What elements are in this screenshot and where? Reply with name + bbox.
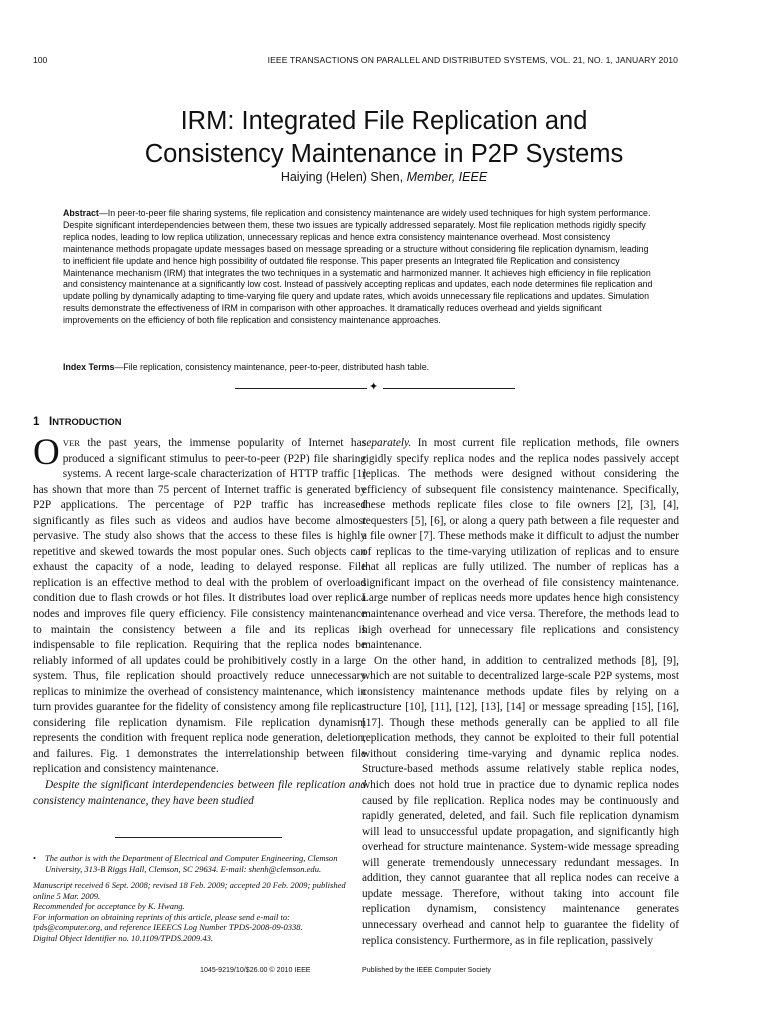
abstract-text: —In peer-to-peer file sharing systems, file replication and consistency maintenance are widely used techniques for high system performance. Despite significant interdependencies between them, these two issues are typically addressed separately. Most file replication methods rigidly specify replica nodes, leading to low replica utilization, unnecessary replicas and hence extra consistency maintenance overhead. Most consistency maintenance methods propagate update messages based on message spreading or a structure without considering file replication dynamism, leading to inefficient file update and hence high possibility of outdated file response. This paper presents an Integrated file Replication and consistency Maintenance mechanism (IRM) that integrates the two techniques in a systematic and harmonized manner. It achieves high efficiency in file replication and consistency maintenance at a significantly low cost. Instead of passively accepting replicas and updates, each node determines file replication and update polling by dynamically adapting to time-varying file query and update rates, which avoids unnecessary file replications and updates. Simulation results demonstrate the effectiveness of IRM in comparison with other approaches. It dramatically reduces overhead and yields significant improvements on the efficiency of both file replication and consistency maintenance approaches. bbox=[63, 208, 653, 326]
title-line-2: Consistency Maintenance in P2P Systems bbox=[144, 140, 624, 169]
footnote-rule bbox=[115, 837, 282, 838]
body-paragraph bbox=[33, 432, 366, 778]
author-membership: Member, IEEE bbox=[406, 170, 488, 184]
body-column-right bbox=[362, 436, 679, 949]
body-paragraph-italic: Despite the significant interdependencies between file replication and consistency maintenance, they have been studied bbox=[33, 779, 366, 807]
section-number: 1 bbox=[33, 416, 40, 428]
footnotes bbox=[33, 853, 353, 943]
index-terms-label: Index Terms bbox=[63, 362, 115, 372]
index-terms bbox=[63, 361, 653, 373]
author-line bbox=[0, 170, 768, 184]
index-terms-text: —File replication, consistency maintenance, peer-to-peer, distributed hash table. bbox=[114, 362, 430, 372]
section-initial: I bbox=[49, 416, 53, 428]
author-name: Haiying (Helen) Shen, bbox=[280, 170, 407, 184]
body-column-left bbox=[33, 432, 366, 809]
footnote-author: • The author is with the Department of Electrical and Computer Engineering, Clemson University, 313-B Riggs Hall, Clemson, SC 29634. E-mail: shenh@clemson.edu. bbox=[33, 853, 353, 874]
footnote-recommended: Recommended for acceptance by K. Hwang. bbox=[33, 901, 185, 911]
journal-header: IEEE TRANSACTIONS ON PARALLEL AND DISTRIBUTED SYSTEMS, VOL. 21, NO. 1, JANUARY 2010 bbox=[267, 55, 678, 65]
paragraph-text: the past years, the immense popularity of Internet has produced a significant stimulus to peer-to-peer (P2P) file sharing systems. A recent large-scale characterization of HTTP traffic [1] has shown that more than 75 percent of Internet traffic is generated by P2P applications. The percentage of P2P traffic has increased significantly as files such as videos and audios have become almost pervasive. The study also shows that the access to these files is highly repetitive and skewed towards the most popular ones. Such objects can exhaust the capacity of a node, leading to delayed response. File replication is an effective method to deal with the problem of overload condition due to flash crowds or hot files. It distributes load over replica nodes and improves file query efficiency. File consistency maintenance to maintain the consistency between a file and its replicas is indispensable to file replication. Requiring that the replica nodes be reliably informed of all updates could be prohibitively costly in a large system. Thus, file replication should proactively reduce unnecessary replicas to minimize the overhead of consistency maintenance, which in turn provides guarantee for the fidelity of consistency among file replicas considering file replication dynamism. File replication dynamism represents the condition with frequent replica node generation, deletion, and failures. Fig. 1 demonstrates the interrelationship between file replication and consistency maintenance. bbox=[33, 437, 366, 776]
italic-lead: separately. bbox=[362, 437, 412, 449]
drop-cap-rest: VER bbox=[62, 438, 80, 448]
divider-rule-right bbox=[383, 388, 515, 389]
footer-copyright: 1045-9219/10/$26.00 © 2010 IEEE bbox=[200, 966, 311, 974]
divider-rule-left bbox=[235, 388, 367, 389]
drop-cap: O bbox=[33, 432, 60, 473]
paper-title bbox=[30, 105, 738, 171]
body-paragraph: On the other hand, in addition to centralized methods [8], [9], which are not suitable to decentralized large-scale P2P systems, most consistency maintenance methods update files by relying on a structure [10], [11], [12], [13], [14] or message spreading [15], [16], [17]. Though these methods generally can be applied to all file replication methods, they cannot be exploited to their full potential without considering time-varying and dynamic replica nodes. Structure-based methods assume relatively stable replica nodes, which does not hold true in practice due to dynamic replica nodes caused by file replication. Replica nodes may be continuously and rapidly generated, deleted, and fail. Such file replication dynamism will lead to unsuccessful update propagation, and significantly high overhead for structure maintenance. System-wide message spreading will generate tremendously unnecessary redundant messages. In addition, they cannot guarantee that all replica nodes can receive a update message. Therefore, without taking into account file replication dynamism, consistency maintenance generates unnecessary overhead and cannot help to guarantee the fidelity of replica consistency. Furthermore, as in file replication, passively bbox=[362, 654, 679, 947]
footnote-manuscript: Manuscript received 6 Sept. 2008; revised 18 Feb. 2009; accepted 20 Feb. 2009; published online 5 Mar. 2009. bbox=[33, 880, 346, 901]
abstract bbox=[63, 208, 653, 327]
divider-diamond-icon: ✦ bbox=[369, 381, 379, 393]
section-title-rest: NTRODUCTION bbox=[52, 416, 122, 427]
body-paragraph bbox=[362, 436, 679, 654]
footnote-reprints: For information on obtaining reprints of this article, please send e-mail to: tpds@computer.org, and reference IEEECS Log Number TPDS-2008-09-0338. bbox=[33, 911, 303, 932]
section-heading bbox=[33, 416, 121, 428]
title-line-1: IRM: Integrated File Replication and bbox=[180, 107, 588, 136]
paragraph-text: In most current file replication methods, file owners rigidly specify replica nodes and the replica nodes passively accept replicas. The methods were designed without considering the efficiency of subsequent file consistency maintenance. Specifically, these methods replicate files close to file owners [2], [3], [4], requesters [5], [6], or along a query path between a file requester and a file owner [7]. These methods make it difficult to adjust the number of replicas to the time-varying utilization of replicas and to ensure that all replicas are fully utilized. The number of replicas has a significant impact on the overhead of file consistency maintenance. Large number of replicas needs more updates hence high consistency maintenance overhead and vice versa. Therefore, the methods lead to high overhead for unnecessary file replications and consistency maintenance. bbox=[362, 437, 679, 652]
footnote-doi: Digital Object Identifier no. 10.1109/TPDS.2009.43. bbox=[33, 932, 214, 943]
page-number: 100 bbox=[33, 55, 48, 65]
footer-publisher: Published by the IEEE Computer Society bbox=[362, 966, 491, 974]
section-divider bbox=[235, 383, 515, 393]
abstract-label: Abstract bbox=[63, 208, 99, 218]
